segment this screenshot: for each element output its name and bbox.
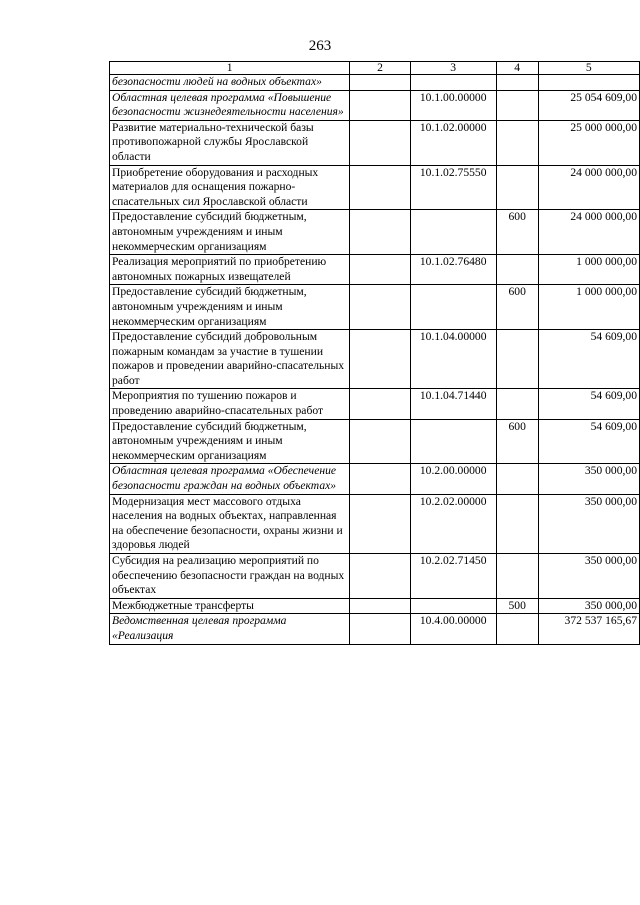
row-amount-cell: 1 000 000,00 [538,285,639,330]
table-row [110,165,640,210]
row-col2-cell [350,285,410,330]
row-col2-cell [350,554,410,599]
row-code-cell: 10.1.04.71440 [410,389,496,419]
row-code-cell: 10.2.02.71450 [410,554,496,599]
row-code-cell [410,419,496,464]
column-header-3: 3 [410,62,496,75]
row-expense-type-cell [496,90,538,120]
row-col2-cell [350,120,410,165]
row-col2-cell [350,419,410,464]
row-amount-cell: 54 609,00 [538,330,639,389]
row-amount-cell: 372 537 165,67 [538,614,639,644]
row-expense-type-cell [496,120,538,165]
budget-table [109,61,640,645]
row-name-cell: Развитие материально-технической базы противопожарной службы Ярославской области [110,120,350,165]
row-name-cell: Предоставление субсидий бюджетным, автономным учреждениям и иным некоммерческим организациям [110,210,350,255]
row-name-cell: Областная целевая программа «Обеспечение безопасности граждан на водных объектах» [110,464,350,494]
table-row [110,598,640,614]
row-amount-cell: 24 000 000,00 [538,210,639,255]
row-expense-type-cell [496,464,538,494]
row-col2-cell [350,464,410,494]
table-row [110,464,640,494]
row-name-cell: Межбюджетные трансферты [110,598,350,614]
row-amount-cell: 1 000 000,00 [538,255,639,285]
row-amount-cell: 350 000,00 [538,464,639,494]
row-code-cell [410,75,496,91]
table-row [110,389,640,419]
table-row [110,120,640,165]
row-name-cell: Модернизация мест массового отдыха населения на водных объектах, направленная на обеспечение безопасности, охраны жизни и здоровья людей [110,494,350,553]
row-expense-type-cell [496,330,538,389]
row-code-cell: 10.2.02.00000 [410,494,496,553]
column-header-2: 2 [350,62,410,75]
row-col2-cell [350,165,410,210]
row-expense-type-cell [496,554,538,599]
row-name-cell: Предоставление субсидий бюджетным, автономным учреждениям и иным некоммерческим организациям [110,285,350,330]
row-code-cell: 10.1.04.00000 [410,330,496,389]
table-row [110,494,640,553]
row-expense-type-cell [496,494,538,553]
row-amount-cell: 25 000 000,00 [538,120,639,165]
row-amount-cell: 25 054 609,00 [538,90,639,120]
row-expense-type-cell: 600 [496,419,538,464]
row-expense-type-cell [496,255,538,285]
table-row [110,90,640,120]
row-col2-cell [350,494,410,553]
row-amount-cell: 350 000,00 [538,554,639,599]
page-number: 263 [308,38,332,54]
row-col2-cell [350,598,410,614]
row-expense-type-cell [496,75,538,91]
row-col2-cell [350,614,410,644]
row-code-cell [410,210,496,255]
row-name-cell: Предоставление субсидий добровольным пожарным командам за участие в тушении пожаров и проведении аварийно-спасательных работ [110,330,350,389]
row-code-cell: 10.1.02.75550 [410,165,496,210]
row-col2-cell [350,330,410,389]
table-row [110,255,640,285]
column-header-1: 1 [110,62,350,75]
row-amount-cell: 350 000,00 [538,494,639,553]
column-header-5: 5 [538,62,639,75]
row-col2-cell [350,389,410,419]
row-col2-cell [350,210,410,255]
row-amount-cell: 54 609,00 [538,419,639,464]
row-expense-type-cell: 600 [496,285,538,330]
row-expense-type-cell [496,165,538,210]
row-name-cell: Субсидия на реализацию мероприятий по обеспечению безопасности граждан на водных объектах [110,554,350,599]
row-amount-cell: 24 000 000,00 [538,165,639,210]
table-row [110,614,640,644]
row-name-cell: безопасности людей на водных объектах» [110,75,350,91]
row-code-cell: 10.1.02.76480 [410,255,496,285]
row-expense-type-cell: 500 [496,598,538,614]
table-row [110,419,640,464]
column-header-4: 4 [496,62,538,75]
row-expense-type-cell [496,389,538,419]
row-name-cell: Приобретение оборудования и расходных материалов для оснащения пожарно-спасательных сил Ярославской области [110,165,350,210]
row-expense-type-cell [496,614,538,644]
row-name-cell: Реализация мероприятий по приобретению автономных пожарных извещателей [110,255,350,285]
row-expense-type-cell: 600 [496,210,538,255]
table-row [110,285,640,330]
row-col2-cell [350,255,410,285]
table-row [110,75,640,91]
row-col2-cell [350,75,410,91]
row-code-cell: 10.1.02.00000 [410,120,496,165]
row-name-cell: Предоставление субсидий бюджетным, автономным учреждениям и иным некоммерческим организациям [110,419,350,464]
row-code-cell: 10.2.00.00000 [410,464,496,494]
row-code-cell [410,598,496,614]
table-row [110,554,640,599]
table-row [110,210,640,255]
row-name-cell: Мероприятия по тушению пожаров и проведению аварийно-спасательных работ [110,389,350,419]
row-col2-cell [350,90,410,120]
row-amount-cell: 54 609,00 [538,389,639,419]
column-header-row [110,62,640,75]
table-row [110,330,640,389]
row-name-cell: Областная целевая программа «Повышение безопасности жизнедеятельности населения» [110,90,350,120]
row-name-cell: Ведомственная целевая программа «Реализация [110,614,350,644]
row-amount-cell: 350 000,00 [538,598,639,614]
row-code-cell: 10.1.00.00000 [410,90,496,120]
row-amount-cell [538,75,639,91]
row-code-cell [410,285,496,330]
row-code-cell: 10.4.00.00000 [410,614,496,644]
